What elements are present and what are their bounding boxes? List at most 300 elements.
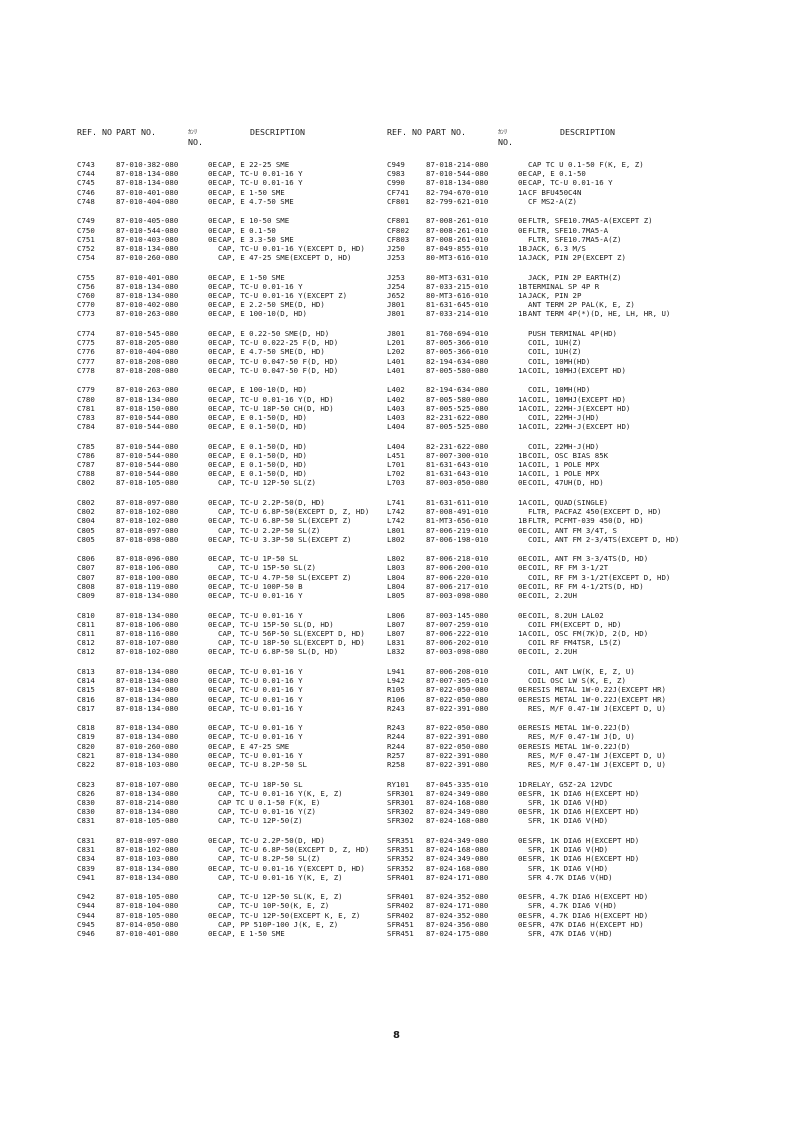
description: COIL, ANT FM 3/4T, S xyxy=(528,525,617,535)
parts-group xyxy=(387,216,727,262)
description: CAP, E 0.22-50 SME(D, HD) xyxy=(218,328,330,338)
parts-row xyxy=(77,582,417,591)
description: CAP, TC-U 18P-50 SL xyxy=(218,779,303,789)
parts-row xyxy=(387,160,727,169)
part-no: 87-018-134-080 xyxy=(116,750,179,760)
part-no: 87-018-119-080 xyxy=(116,581,179,591)
parts-row xyxy=(77,638,417,647)
part-no: 87-018-103-080 xyxy=(116,854,179,864)
part-no: 87-033-214-010 xyxy=(426,309,489,319)
kanri-no: 0E xyxy=(208,647,217,657)
part-no: 80-MT3-616-010 xyxy=(426,291,489,301)
description: CAP, E 0.1-50 xyxy=(528,169,586,179)
parts-row xyxy=(387,732,727,741)
parts-row xyxy=(387,478,727,487)
parts-row xyxy=(387,807,727,816)
parts-row xyxy=(77,704,417,713)
description: CAP TC U 0.1-50 F(K, E, Z) xyxy=(528,160,644,169)
ref-no: SFR402 xyxy=(387,910,414,920)
kanri-no: 1A xyxy=(518,403,527,413)
part-no: 87-008-261-010 xyxy=(426,216,489,226)
parts-row xyxy=(387,695,727,704)
kanri-no: 0E xyxy=(518,554,527,564)
ref-no: J652 xyxy=(387,291,405,301)
parts-row xyxy=(387,920,727,929)
parts-group xyxy=(387,667,727,713)
part-no: 87-018-208-080 xyxy=(116,356,179,366)
kanri-no: 0E xyxy=(208,610,217,620)
parts-row xyxy=(77,911,417,920)
parts-row xyxy=(387,854,727,863)
description: SFR, 1K DIA6 H(EXCEPT HD) xyxy=(528,807,640,817)
part-no: 87-006-198-010 xyxy=(426,534,489,544)
description: RESIS METAL 1W-0.22J(EXCEPT HR) xyxy=(528,685,666,695)
part-no: 87-014-050-080 xyxy=(116,919,179,929)
ref-no: SFR402 xyxy=(387,901,414,911)
part-no: 87-018-134-080 xyxy=(116,863,179,873)
part-no: 87-010-544-080 xyxy=(116,469,179,479)
ref-no: C779 xyxy=(77,385,95,395)
ref-no: CF801 xyxy=(387,196,410,206)
part-no: 87-003-098-080 xyxy=(426,591,489,601)
parts-row xyxy=(387,647,727,656)
description: CAP, E 2.2-50 SME(D, HD) xyxy=(218,300,325,310)
description: CAP, TC-U 0.022-25 F(D, HD) xyxy=(218,338,339,348)
parts-row xyxy=(77,591,417,600)
parts-row xyxy=(387,357,727,366)
parts-row xyxy=(77,901,417,910)
part-no: 87-010-382-080 xyxy=(116,160,179,169)
parts-row xyxy=(77,789,417,798)
ref-no: R105 xyxy=(387,685,405,695)
description: CAP, TC-U 0.01-16 Y xyxy=(218,750,303,760)
parts-row xyxy=(387,901,727,910)
ref-no: L201 xyxy=(387,338,405,348)
kanri-no: 0E xyxy=(208,572,217,582)
ref-no: C831 xyxy=(77,835,95,845)
description: CAP, TC-U 1P-50 SL xyxy=(218,554,299,564)
description: CAP, TC-U 0.01-16 Y xyxy=(218,666,303,676)
description: RES, M/F 0.47-1W J(EXCEPT D, U) xyxy=(528,750,666,760)
ref-no: C809 xyxy=(77,591,95,601)
part-no: 87-033-215-010 xyxy=(426,281,489,291)
kanri-no: 0E xyxy=(208,300,217,310)
parts-row xyxy=(387,667,727,676)
ref-no: C811 xyxy=(77,629,95,638)
part-no: 87-018-098-080 xyxy=(116,534,179,544)
parts-row xyxy=(77,620,417,629)
part-no: 87-018-134-080 xyxy=(426,178,489,188)
description: CAP, TC-U 12P-50(Z) xyxy=(218,816,303,826)
ref-no: C788 xyxy=(77,469,95,479)
kanri-no: 0E xyxy=(208,365,217,375)
kanri-no: 0E xyxy=(208,422,217,432)
part-no: 87-018-102-080 xyxy=(116,845,179,855)
description: ANT TERM 4P(*)(D, HE, LH, HR, U) xyxy=(528,309,671,319)
ref-no: SFR302 xyxy=(387,816,414,826)
parts-row xyxy=(77,526,417,535)
part-no-header: PART NO. xyxy=(116,127,156,137)
parts-row xyxy=(77,216,417,225)
parts-row xyxy=(387,188,727,197)
kanri-no: 1A xyxy=(518,422,527,432)
kanri-no-header: NO. xyxy=(188,137,203,147)
parts-row xyxy=(387,469,727,478)
parts-row xyxy=(77,742,417,751)
kanri-no: 0E xyxy=(518,723,527,733)
ref-no: C805 xyxy=(77,534,95,544)
kanri-no: 0E xyxy=(208,703,217,713)
ref-no: SFR451 xyxy=(387,919,414,929)
description: JACK, PIN 2P EARTH(Z) xyxy=(528,272,622,282)
ref-no: SFR451 xyxy=(387,929,414,939)
part-no: 80-MT3-616-010 xyxy=(426,253,489,263)
kanri-no: 0E xyxy=(208,619,217,629)
parts-row xyxy=(387,780,727,789)
description: CAP, TC-U 15P-50 SL(Z) xyxy=(218,563,316,573)
column-header xyxy=(77,128,417,154)
part-no: 81-760-694-010 xyxy=(426,328,489,338)
description: CAP, TC-U 6.8P-50 SL(D, HD) xyxy=(218,647,339,657)
ref-no: C807 xyxy=(77,572,95,582)
kanri-no: 0E xyxy=(518,610,527,620)
ref-no: C819 xyxy=(77,732,95,742)
ref-no: L742 xyxy=(387,516,405,526)
ref-no: R244 xyxy=(387,741,405,751)
description: CAP, TC-U 2.2P-50(D, HD) xyxy=(218,835,325,845)
parts-row xyxy=(387,507,727,516)
part-no: 87-005-580-080 xyxy=(426,365,489,375)
ref-no: C744 xyxy=(77,169,95,179)
description: CAP, E 0.1-50(D, HD) xyxy=(218,469,307,479)
description: CAP, TC-U 6.8P-50 SL(EXCEPT Z) xyxy=(218,516,352,526)
description: CAP, E 0.1-50(D, HD) xyxy=(218,441,307,451)
description: SFR, 47K DIA6 V(HD) xyxy=(528,929,613,939)
ref-no: C785 xyxy=(77,441,95,451)
kanri-no: 0E xyxy=(208,591,217,601)
parts-row xyxy=(387,535,727,544)
part-no: 87-010-263-080 xyxy=(116,385,179,395)
kanri-no: 1A xyxy=(518,187,527,197)
kanri-no: 0E xyxy=(208,441,217,451)
part-no: 87-018-134-080 xyxy=(116,694,179,704)
parts-row xyxy=(387,422,727,431)
part-no: 87-018-214-080 xyxy=(116,797,179,807)
description: CAP, TC-U 6.8P-50(EXCEPT D, Z, HD) xyxy=(218,845,370,855)
ref-no: C831 xyxy=(77,845,95,855)
kanri-no: 0E xyxy=(518,647,527,657)
description: CAP, TC-U 8.2P-50 SL(Z) xyxy=(218,854,321,864)
ref-no: SFR301 xyxy=(387,797,414,807)
kanri-no: 1A xyxy=(518,394,527,404)
ref-no: C786 xyxy=(77,450,95,460)
kanri-no: 0E xyxy=(208,309,217,319)
description: COIL, ANT FM 2-3/4TS(EXCEPT D, HD) xyxy=(528,534,680,544)
kanri-no: 0E xyxy=(518,694,527,704)
part-no: 87-008-261-010 xyxy=(426,225,489,235)
ref-no: C814 xyxy=(77,676,95,686)
description: CAP, TC-U 0.01-16 Y(K, E, Z) xyxy=(218,872,343,882)
part-no: 87-022-050-080 xyxy=(426,741,489,751)
description: CAP, TC-U 0.047-50 F(D, HD) xyxy=(218,365,339,375)
ref-no: C776 xyxy=(77,347,95,357)
description: CAP, E 100-10(D, HD) xyxy=(218,385,307,395)
parts-row xyxy=(77,573,417,582)
description: CAP, TC-U 0.047-50 F(D, HD) xyxy=(218,356,339,366)
ref-no: L831 xyxy=(387,638,405,648)
ref-no: J801 xyxy=(387,300,405,310)
ref-no: C821 xyxy=(77,750,95,760)
part-no: 87-005-525-080 xyxy=(426,422,489,432)
description: COIL, ANT LW(K, E, Z, U) xyxy=(528,666,635,676)
parts-row xyxy=(77,845,417,854)
kanri-no: 0E xyxy=(518,919,527,929)
ref-no: J253 xyxy=(387,272,405,282)
ref-no: SFR351 xyxy=(387,845,414,855)
parts-row xyxy=(77,760,417,769)
parts-group xyxy=(77,385,417,431)
part-no: 87-018-100-080 xyxy=(116,572,179,582)
description: CAP, TC-U 0.01-16 Y xyxy=(218,610,303,620)
parts-row xyxy=(77,516,417,525)
ref-no: R258 xyxy=(387,760,405,770)
parts-row xyxy=(77,751,417,760)
parts-row xyxy=(387,864,727,873)
parts-row xyxy=(387,929,727,938)
parts-row xyxy=(387,742,727,751)
part-no: 87-018-134-080 xyxy=(116,788,179,798)
right-parts-groups xyxy=(387,160,727,938)
ref-no: C777 xyxy=(77,356,95,366)
parts-row xyxy=(77,780,417,789)
parts-row xyxy=(387,723,727,732)
parts-row xyxy=(387,385,727,394)
ref-no: SFR352 xyxy=(387,863,414,873)
description: CF MS2-A(Z) xyxy=(528,196,577,206)
parts-group xyxy=(387,554,727,600)
parts-group xyxy=(77,273,417,319)
kanri-no: 0E xyxy=(208,403,217,413)
parts-row xyxy=(387,235,727,244)
description: CAP, TC-U 0.01-16 Y(EXCEPT D, HD) xyxy=(218,243,365,253)
part-no: 87-005-580-080 xyxy=(426,394,489,404)
kanri-no: 1B xyxy=(518,243,527,253)
ref-no: J250 xyxy=(387,243,405,253)
parts-group xyxy=(387,498,727,544)
kanri-no: 0E xyxy=(208,694,217,704)
part-no: 87-007-300-010 xyxy=(426,450,489,460)
description: SFR, 1K DIA6 H(EXCEPT HD) xyxy=(528,854,640,864)
ref-no: L832 xyxy=(387,647,405,657)
parts-row xyxy=(77,554,417,563)
part-no: 87-018-134-080 xyxy=(116,723,179,733)
ref-no: L403 xyxy=(387,412,405,422)
ref-no: L801 xyxy=(387,525,405,535)
part-no: 87-018-134-080 xyxy=(116,394,179,404)
kanri-no: 0E xyxy=(208,328,217,338)
parts-group xyxy=(387,385,727,431)
parts-row xyxy=(77,695,417,704)
ref-no: L807 xyxy=(387,629,405,638)
parts-row xyxy=(77,535,417,544)
description: CAP, TC-U 56P-50 SL(EXCEPT D, HD) xyxy=(218,629,365,638)
description-header: DESCRIPTION xyxy=(560,127,615,137)
description: FLTR, PCFMT-039 450(D, HD) xyxy=(528,516,644,526)
ref-no: C755 xyxy=(77,272,95,282)
description: CAP, TC-U 2.2P-50(D, HD) xyxy=(218,497,325,507)
ref-no: J253 xyxy=(387,253,405,263)
parts-row xyxy=(387,676,727,685)
ref-no: C780 xyxy=(77,394,95,404)
parts-row xyxy=(77,422,417,431)
description: JACK, PIN 2P xyxy=(528,291,582,301)
description: CAP, TC-U 0.01-16 Y xyxy=(218,178,303,188)
part-no: 87-018-107-080 xyxy=(116,779,179,789)
part-no: 87-010-544-080 xyxy=(116,422,179,432)
ref-no: C942 xyxy=(77,892,95,902)
parts-group xyxy=(387,723,727,769)
part-no: 87-010-545-080 xyxy=(116,328,179,338)
ref-no: C781 xyxy=(77,403,95,413)
kanri-no: 1D xyxy=(518,779,527,789)
ref-no: C802 xyxy=(77,497,95,507)
part-no: 87-010-260-080 xyxy=(116,253,179,263)
ref-no: SFR301 xyxy=(387,788,414,798)
ref-no: C802 xyxy=(77,478,95,488)
parts-group xyxy=(387,160,727,206)
description: CAP, TC-U 0.01-16 Y(D, HD) xyxy=(218,394,334,404)
part-no: 87-018-105-080 xyxy=(116,478,179,488)
parts-row xyxy=(77,178,417,187)
part-no: 87-024-349-080 xyxy=(426,854,489,864)
part-no: 87-018-134-080 xyxy=(116,169,179,179)
part-no: 87-018-134-080 xyxy=(116,732,179,742)
part-no: 87-010-544-080 xyxy=(116,412,179,422)
kanri-no: 0E xyxy=(518,685,527,695)
parts-row xyxy=(387,197,727,206)
parts-row xyxy=(387,760,727,769)
ref-no: C770 xyxy=(77,300,95,310)
ref-no: RY101 xyxy=(387,779,410,789)
ref-no: CF803 xyxy=(387,234,410,244)
description: CAP TC U 0.1-50 F(K, E) xyxy=(218,797,321,807)
description: CAP, TC-U 0.01-16 Y xyxy=(218,169,303,179)
parts-row xyxy=(77,347,417,356)
kanri-no: 0E xyxy=(208,338,217,348)
ref-no: C804 xyxy=(77,516,95,526)
parts-row xyxy=(387,845,727,854)
parts-row xyxy=(387,554,727,563)
description: CAP, TC-U 18P-50 CH(D, HD) xyxy=(218,403,334,413)
part-no: 87-018-097-080 xyxy=(116,525,179,535)
part-no: 87-024-349-080 xyxy=(426,788,489,798)
description: SFR, 1K DIA6 H(EXCEPT HD) xyxy=(528,788,640,798)
part-no: 87-022-391-080 xyxy=(426,760,489,770)
description: RESIS METAL 1W-0.22J(D) xyxy=(528,741,631,751)
part-no: 87-022-391-080 xyxy=(426,703,489,713)
description: COIL, 22MH-J(HD) xyxy=(528,412,600,422)
part-no: 87-022-050-080 xyxy=(426,723,489,733)
kanri-no: 0E xyxy=(208,863,217,873)
description: CAP, TC-U 0.01-16 Y xyxy=(528,178,613,188)
parts-row xyxy=(387,611,727,620)
description: CAP, TC-U 0.01-16 Y xyxy=(218,281,303,291)
parts-row xyxy=(77,667,417,676)
kanri-header: ｶﾝﾘ xyxy=(188,129,198,136)
part-no: 81-631-643-010 xyxy=(426,469,489,479)
parts-row xyxy=(387,751,727,760)
part-no: 87-010-260-080 xyxy=(116,741,179,751)
part-no: 87-018-106-080 xyxy=(116,563,179,573)
part-no: 87-010-263-080 xyxy=(116,309,179,319)
parts-row xyxy=(387,892,727,901)
description: RES, M/F 0.47-1W J(EXCEPT D, U) xyxy=(528,703,666,713)
description: COIL, 22MH-J(EXCEPT HD) xyxy=(528,422,631,432)
ref-no: C748 xyxy=(77,196,95,206)
parts-row xyxy=(77,807,417,816)
ref-no: C944 xyxy=(77,901,95,911)
description: CAP, TC-U 0.01-16 Y xyxy=(218,676,303,686)
description: CAP, TC-U 8.2P-50 SL xyxy=(218,760,307,770)
parts-row xyxy=(77,235,417,244)
parts-row xyxy=(387,366,727,375)
description: CAP, E 22-25 SME xyxy=(218,160,290,169)
description: CAP, TC-U 10P-50(K, E, Z) xyxy=(218,901,330,911)
ref-no: C820 xyxy=(77,741,95,751)
ref-no: C944 xyxy=(77,910,95,920)
parts-row xyxy=(77,244,417,253)
description: COIL OSC LW S(K, E, Z) xyxy=(528,676,626,686)
part-no: 87-018-097-080 xyxy=(116,835,179,845)
part-no: 87-022-050-080 xyxy=(426,694,489,704)
part-no: 87-024-349-080 xyxy=(426,807,489,817)
part-no: 87-018-134-080 xyxy=(116,666,179,676)
description: SFR, 47K DIA6 H(EXCEPT HD) xyxy=(528,919,644,929)
parts-row xyxy=(77,338,417,347)
parts-row xyxy=(387,329,727,338)
parts-row xyxy=(77,507,417,516)
ref-no: L941 xyxy=(387,666,405,676)
part-no: 87-018-097-080 xyxy=(116,497,179,507)
part-no: 87-018-214-080 xyxy=(426,160,489,169)
kanri-no: 0E xyxy=(208,516,217,526)
kanri-no: 0E xyxy=(208,234,217,244)
part-no: 87-006-202-010 xyxy=(426,638,489,648)
parts-row xyxy=(77,300,417,309)
ref-no: R106 xyxy=(387,694,405,704)
parts-row xyxy=(77,611,417,620)
ref-no: C990 xyxy=(387,178,405,188)
kanri-no: 0E xyxy=(208,835,217,845)
description: COIL, 22MH-J(HD) xyxy=(528,441,600,451)
parts-row xyxy=(387,300,727,309)
parts-row xyxy=(77,442,417,451)
parts-row xyxy=(387,395,727,404)
part-no: 87-003-098-080 xyxy=(426,647,489,657)
parts-row xyxy=(77,873,417,882)
ref-no: J801 xyxy=(387,328,405,338)
ref-no: L702 xyxy=(387,469,405,479)
ref-no: C812 xyxy=(77,638,95,648)
parts-row xyxy=(77,451,417,460)
kanri-no: 0E xyxy=(208,450,217,460)
parts-row xyxy=(387,516,727,525)
description: SFR, 1K DIA6 V(HD) xyxy=(528,863,609,873)
part-no: 87-018-134-080 xyxy=(116,610,179,620)
kanri-no: 1B xyxy=(518,309,527,319)
parts-row xyxy=(77,160,417,169)
description: SFR, 4.7K DIA6 H(EXCEPT HD) xyxy=(528,892,649,902)
